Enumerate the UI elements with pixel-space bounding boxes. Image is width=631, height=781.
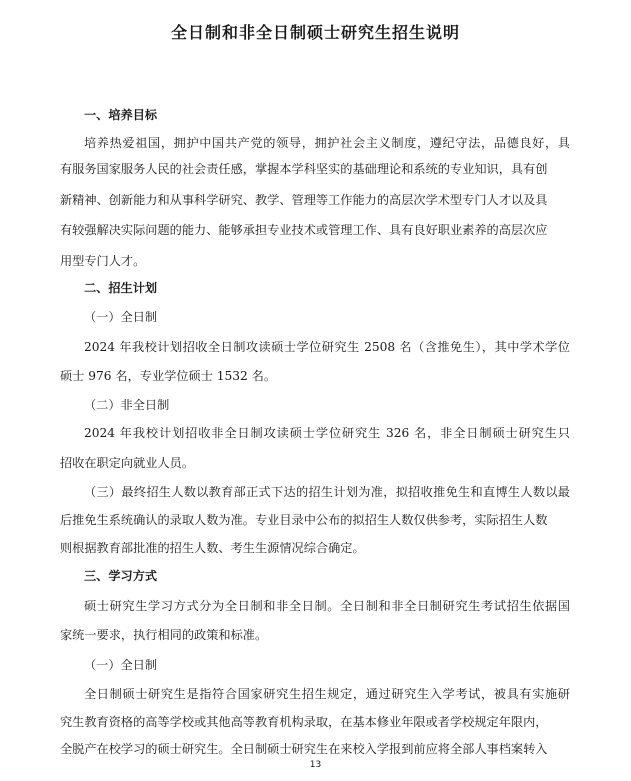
paragraph-line: 招收在职定向就业人员。: [60, 456, 195, 470]
paragraph-line: 全日制硕士研究生是指符合国家研究生招生规定，通过研究生入学考试，被具有实施研: [84, 687, 570, 701]
paragraph-line: 培养热爱祖国，拥护中国共产党的领导，拥护社会主义制度，遵纪守法，品德良好，具: [84, 136, 570, 150]
paragraph-line: 2024 年我校计划招收非全日制攻读硕士学位研究生 326 名，非全日制硕士研究生只: [84, 426, 570, 440]
paragraph-line: 全脱产在校学习的硕士研究生。全日制硕士研究生在来校入学报到前应将全部人事档案转入: [60, 742, 548, 756]
section-heading-study-mode: 三、学习方式: [84, 569, 158, 583]
paragraph-line: 家统一要求，执行相同的政策和标准。: [60, 628, 268, 642]
paragraph-line: 硕士 976 名，专业学位硕士 1532 名。: [60, 369, 277, 383]
paragraph-line: 用型专门人才。: [60, 254, 146, 268]
section-heading-training-goals: 一、培养目标: [84, 108, 158, 122]
paragraph-line: 后推免生系统确认的录取人数为准。专业目录中公布的拟招生人数仅供参考，实际招生人数: [60, 513, 548, 527]
paragraph-line: （三）最终招生人数以教育部正式下达的招生计划为准，拟招收推免生和直博生人数以最: [84, 485, 570, 499]
paragraph-line: 有较强解决实际问题的能力、能够承担专业技术或管理工作、具有良好职业素养的高层次应: [60, 223, 548, 237]
paragraph-line: 新精神、创新能力和从事科学研究、教学、管理等工作能力的高层次学术型专门人才以及具: [60, 193, 548, 207]
subsection-label-full-time: （一）全日制: [84, 658, 158, 672]
document-title: 全日制和非全日制硕士研究生招生说明: [170, 23, 460, 42]
paragraph-line: 2024 年我校计划招收全日制攻读硕士学位研究生 2508 名（含推免生），其中学术学位: [84, 340, 570, 354]
page-number: 13: [309, 760, 322, 770]
subsection-label-part-time: （二）非全日制: [84, 398, 170, 412]
paragraph-line: 则根据教育部批准的招生人数、考生生源情况综合确定。: [60, 541, 365, 555]
section-heading-enrollment-plan: 二、招生计划: [84, 281, 158, 295]
paragraph-line: 有服务国家服务人民的社会责任感，掌握本学科坚实的基础理论和系统的专业知识，具有创: [60, 162, 548, 176]
subsection-label-full-time: （一）全日制: [84, 310, 158, 324]
paragraph-line: 硕士研究生学习方式分为全日制和非全日制。全日制和非全日制研究生考试招生依据国: [84, 599, 570, 613]
paragraph-line: 究生教育资格的高等学校或其他高等教育机构录取，在基本修业年限或者学校规定年限内，: [60, 715, 548, 729]
